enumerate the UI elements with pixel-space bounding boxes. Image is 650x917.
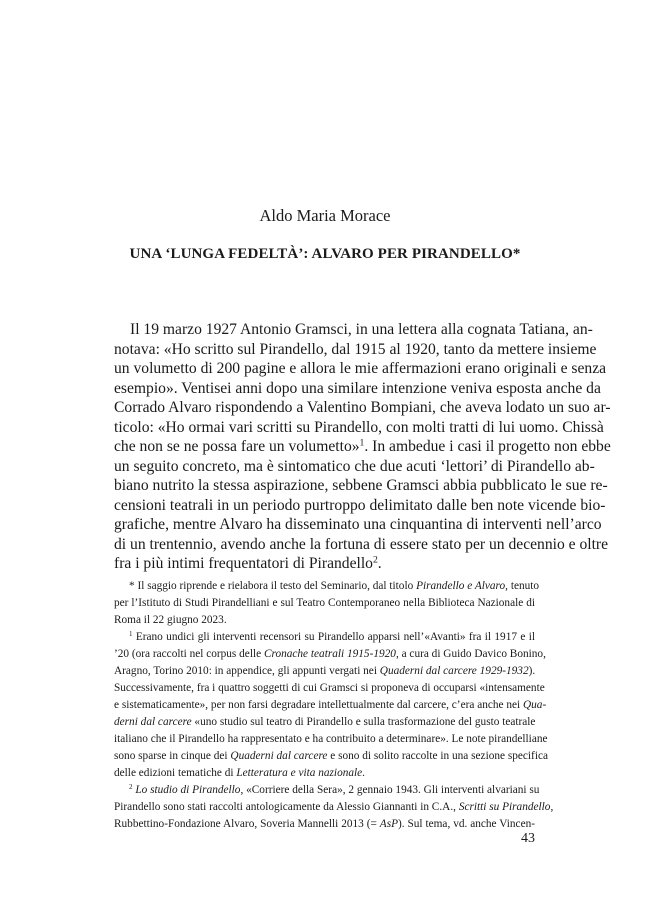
body-line: censioni teatrali in un periodo purtroppo delimitato dalle ben note vicende bio- xyxy=(114,496,606,514)
footnote-ref-1[interactable]: 1 xyxy=(359,437,365,449)
body-paragraph xyxy=(114,320,611,574)
body-line: ticolo: «Ho ormai vari scritti su Pirandello, con molti tratti di lui uomo. Chissà xyxy=(114,418,604,436)
footnote-1-line: delle edizioni tematiche di Letteratura e vita nazionale. xyxy=(114,767,365,779)
footnote-star-line: * Il saggio riprende e rielabora il testo del Seminario, dal titolo Pirandello e Alvaro, tenuto xyxy=(129,580,540,592)
page-number: 43 xyxy=(521,831,535,846)
footnote-1-line: italiano che il Pirandello ha rappresentato e ha contribuito a determinare». Le note pirandelliane xyxy=(114,733,548,745)
body-line: Il 19 marzo 1927 Antonio Gramsci, in una lettera alla cognata Tatiana, an- xyxy=(130,321,593,338)
footnote-2-number: 2 xyxy=(129,783,133,792)
footnote-1-line: $^1$ Erano undici gli interventi recensori su Pirandello apparsi nell’«Avanti» fra il 1917 e il xyxy=(129,630,535,643)
footnotes xyxy=(114,578,554,833)
footnote-1-line: Successivamente, fra i quattro soggetti di cui Gramsci si proponeva di occuparsi «intensamente xyxy=(114,682,545,694)
body-line: fra i più intimi frequentatori di Pirandello$^2$. xyxy=(114,554,382,572)
body-line: esempio». Ventisei anni dopo una similare intenzione veniva esposta anche da xyxy=(114,379,601,397)
body-line: un volumetto di 200 pagine e allora le mie affermazioni erano originali e senza xyxy=(114,360,607,377)
body-line: un seguito concreto, ma è sintomatico che due acuti ‘lettori’ di Pirandello ab- xyxy=(114,457,595,475)
footnote-ref-2[interactable]: 2 xyxy=(372,554,378,566)
footnote-1-line: sono sparse in cinque dei Quaderni dal carcere e sono di solito raccolte in una sezione specifica xyxy=(114,750,548,762)
footnote-1-line: ’20 (ora raccolti nel corpus delle Cronache teatrali 1915-1920, a cura di Guido Davico Bonino, xyxy=(114,648,546,660)
footnote-1-line: Aragno, Torino 2010: in appendice, gli appunti vergati nei Quaderni dal carcere 1929-1932). xyxy=(114,665,536,677)
footnote-1-number: 1 xyxy=(129,630,133,639)
body-line: di un trentennio, avendo anche la fortuna di essere stato per un decennio e oltre xyxy=(114,535,609,553)
body-line: grafiche, mentre Alvaro ha disseminato una cinquantina di interventi nell’arco xyxy=(114,516,602,533)
body-line: biano nutrito la stessa aspirazione, sebbene Gramsci abbia pubblicato le sue re- xyxy=(114,477,608,494)
body-line: notava: «Ho scritto sul Pirandello, dal 1915 al 1920, tanto da mettere insieme xyxy=(114,340,597,358)
footnote-star-line: Roma il 22 giugno 2023. xyxy=(114,614,227,626)
article-title: UNA ‘LUNGA FEDELTÀ’: ALVARO PER PIRANDELLO* xyxy=(129,246,521,262)
author-name: Aldo Maria Morace xyxy=(259,206,391,225)
footnote-1-line: e sistematicamente», per non farsi degradare intellettualmente dal carcere, c’era anche nei Qua- xyxy=(114,699,547,711)
body-line: che non se ne possa fare un volumetto»$^1$. In ambedue i casi il progetto non ebbe xyxy=(114,437,611,455)
footnote-1-line: derni dal carcere «uno studio sul teatro di Pirandello e sulla trasformazione del gusto teatrale xyxy=(114,716,536,728)
body-line: Corrado Alvaro rispondendo a Valentino Bompiani, che aveva lodato un suo ar- xyxy=(114,399,611,416)
footnote-2-line: $^2$ Lo studio di Pirandello, «Corriere della Sera», 2 gennaio 1943. Gli interventi alvariani su xyxy=(129,783,540,796)
footnote-star-line: per l’Istituto di Studi Pirandelliani e sul Teatro Contemporaneo nella Biblioteca Nazionale di xyxy=(114,597,535,609)
footnote-2-line: Pirandello sono stati raccolti antologicamente da Alessio Giannanti in C.A., Scritti su Pirandello, xyxy=(114,801,554,813)
footnote-2-line: Rubbettino-Fondazione Alvaro, Soveria Mannelli 2013 (= AsP). Sul tema, vd. anche Vincen- xyxy=(114,818,535,830)
